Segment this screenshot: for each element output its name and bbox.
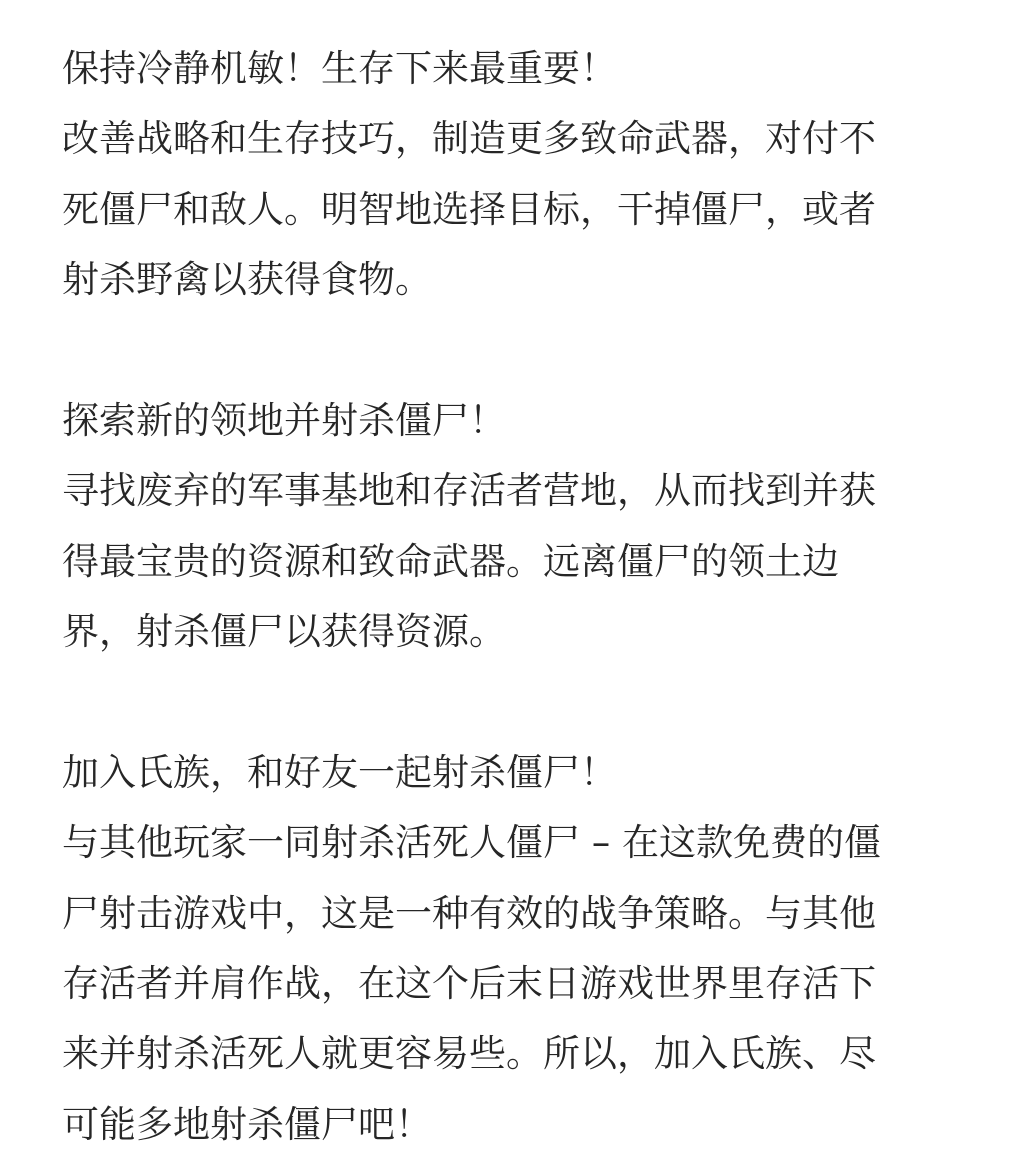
paragraph-line: 来并射杀活死人就更容易些。所以，加入氏族、尽 bbox=[62, 1032, 876, 1076]
paragraph-line: 尸射击游戏中，这是一种有效的战争策略。与其他 bbox=[62, 891, 876, 935]
paragraph-line: 死僵尸和敌人。明智地选择目标，干掉僵尸，或者 bbox=[62, 187, 876, 231]
section-explore bbox=[62, 386, 1002, 668]
section-heading: 保持冷静机敏！生存下来最重要！ bbox=[62, 47, 617, 90]
paragraph-line: 可能多地射杀僵尸吧！ bbox=[62, 1102, 432, 1146]
paragraph-line: 得最宝贵的资源和致命武器。远离僵尸的领土边 bbox=[62, 539, 839, 583]
paragraph-line: 与其他玩家一同射杀活死人僵尸 – 在这款免费的僵 bbox=[62, 821, 882, 865]
paragraph-line: 射杀野禽以获得食物。 bbox=[62, 258, 432, 302]
paragraph-line: 寻找废弃的军事基地和存活者营地，从而找到并获 bbox=[62, 469, 876, 513]
section-spacer bbox=[62, 316, 1002, 386]
section-heading: 探索新的领地并射杀僵尸！ bbox=[62, 398, 506, 442]
section-heading: 加入氏族，和好友一起射杀僵尸！ bbox=[62, 750, 617, 794]
paragraph-line: 界，射杀僵尸以获得资源。 bbox=[62, 610, 506, 654]
section-spacer bbox=[62, 668, 1002, 738]
description-text bbox=[62, 34, 1002, 1160]
section-clan bbox=[62, 738, 1002, 1160]
paragraph-line: 存活者并肩作战，在这个后末日游戏世界里存活下 bbox=[62, 962, 876, 1006]
paragraph-line: 改善战略和生存技巧，制造更多致命武器，对付不 bbox=[62, 117, 876, 161]
section-survival bbox=[62, 34, 1002, 316]
